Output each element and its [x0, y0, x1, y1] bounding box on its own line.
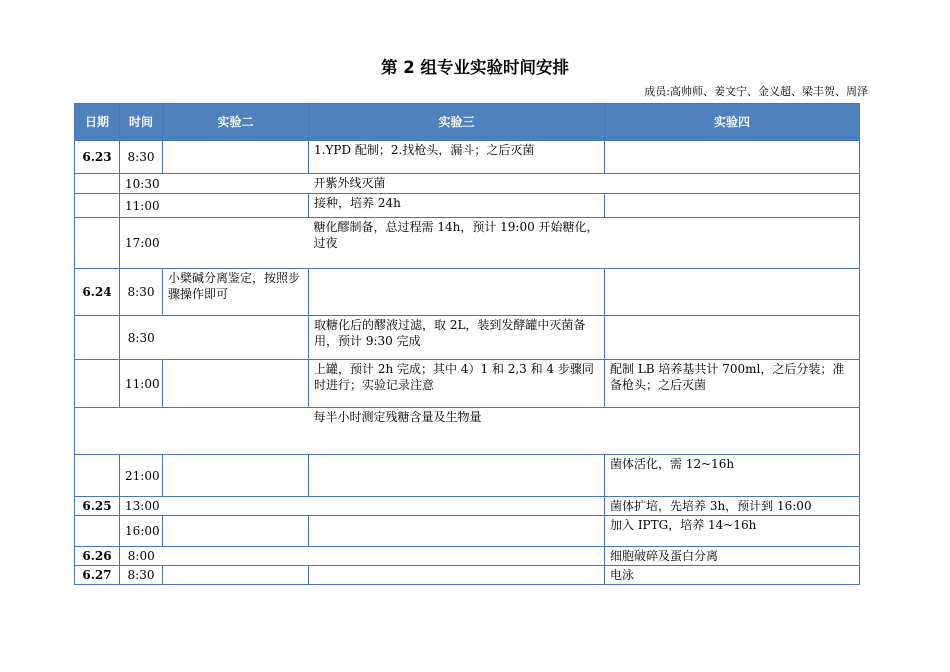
date-cell [75, 516, 120, 547]
exp4-cell: 菌体扩培，先培养 3h，预计到 16:00 [605, 497, 860, 516]
table-row [75, 566, 860, 585]
time-cell: 8:30 [120, 141, 163, 174]
exp2-cell [163, 516, 309, 547]
table-row [75, 194, 860, 218]
schedule-table [74, 103, 860, 585]
time-cell: 21:00 [120, 455, 163, 497]
exp2-cell [163, 141, 309, 174]
table-row [75, 218, 860, 269]
time-cell: 11:00 [120, 360, 163, 408]
header-row [75, 104, 860, 141]
exp3-cell [309, 516, 605, 547]
exp3-cell [309, 269, 605, 316]
exp4-cell: 细胞破碎及蛋白分离 [605, 547, 860, 566]
exp2-cell [163, 408, 309, 455]
exp3-cell: 上罐，预计 2h 完成；其中 4）1 和 2,3 和 4 步骤同时进行；实验记录注意 [309, 360, 605, 408]
col-header-exp4: 实验四 [605, 104, 860, 141]
date-cell [75, 218, 120, 269]
members-line: 成员:高帅师、姜文宁、金义超、梁丰贺、周泽 [644, 85, 868, 98]
time-cell: 17:00 [120, 218, 163, 269]
time-cell: 11:00 [120, 194, 163, 218]
exp2-cell [163, 547, 309, 566]
exp3-cell: 每半小时测定残糖含量及生物量 [309, 408, 605, 455]
table-row [75, 141, 860, 174]
col-header-time: 时间 [120, 104, 163, 141]
time-cell: 8:30 [120, 269, 163, 316]
date-cell [75, 360, 120, 408]
exp3-cell [309, 497, 605, 516]
time-cell [120, 408, 163, 455]
exp2-cell [163, 218, 309, 269]
date-cell: 6.26 [75, 547, 120, 566]
exp4-cell [605, 408, 860, 455]
exp2-cell [163, 566, 309, 585]
table-row [75, 455, 860, 497]
exp3-cell: 取糖化后的醪液过滤，取 2L，装到发酵罐中灭菌备用，预计 9:30 完成 [309, 316, 605, 360]
col-header-exp2: 实验二 [163, 104, 309, 141]
date-cell [75, 194, 120, 218]
date-cell: 6.23 [75, 141, 120, 174]
date-cell: 6.25 [75, 497, 120, 516]
time-cell: 8:00 [120, 547, 163, 566]
exp3-cell [309, 455, 605, 497]
exp4-cell [605, 174, 860, 194]
exp3-cell: 开紫外线灭菌 [309, 174, 605, 194]
table-row [75, 547, 860, 566]
exp2-cell [163, 174, 309, 194]
exp4-cell [605, 316, 860, 360]
time-cell: 8:30 [120, 316, 163, 360]
exp2-cell [163, 455, 309, 497]
date-cell [75, 316, 120, 360]
exp4-cell: 菌体活化，需 12~16h [605, 455, 860, 497]
date-cell [75, 455, 120, 497]
table-row [75, 516, 860, 547]
exp4-cell [605, 269, 860, 316]
exp4-cell: 配制 LB 培养基共计 700ml，之后分装；准备枪头；之后灭菌 [605, 360, 860, 408]
exp3-cell [309, 566, 605, 585]
exp2-cell [163, 316, 309, 360]
table-row [75, 269, 860, 316]
exp4-cell: 电泳 [605, 566, 860, 585]
exp3-cell [309, 547, 605, 566]
exp4-cell: 加入 IPTG，培养 14~16h [605, 516, 860, 547]
col-header-exp3: 实验三 [309, 104, 605, 141]
table-row [75, 316, 860, 360]
time-cell: 16:00 [120, 516, 163, 547]
exp2-cell [163, 360, 309, 408]
exp3-cell: 接种，培养 24h [309, 194, 605, 218]
table-row [75, 408, 860, 455]
exp2-cell: 小檗碱分离鉴定，按照步骤操作即可 [163, 269, 309, 316]
exp3-cell: 1.YPD 配制；2.找枪头，漏斗；之后灭菌 [309, 141, 605, 174]
exp4-cell [605, 141, 860, 174]
exp4-cell [605, 218, 860, 269]
time-cell: 13:00 [120, 497, 163, 516]
time-cell: 10:30 [120, 174, 163, 194]
date-cell [75, 174, 120, 194]
table-row [75, 360, 860, 408]
table-row [75, 174, 860, 194]
exp4-cell [605, 194, 860, 218]
date-cell: 6.24 [75, 269, 120, 316]
exp3-cell: 糖化醪制备，总过程需 14h，预计 19:00 开始糖化，过夜 [309, 218, 605, 269]
page-title: 第 2 组专业实验时间安排 [381, 58, 569, 77]
exp2-cell [163, 497, 309, 516]
table-row [75, 497, 860, 516]
date-cell: 6.27 [75, 566, 120, 585]
col-header-date: 日期 [75, 104, 120, 141]
exp2-cell [163, 194, 309, 218]
date-cell [75, 408, 120, 455]
time-cell: 8:30 [120, 566, 163, 585]
